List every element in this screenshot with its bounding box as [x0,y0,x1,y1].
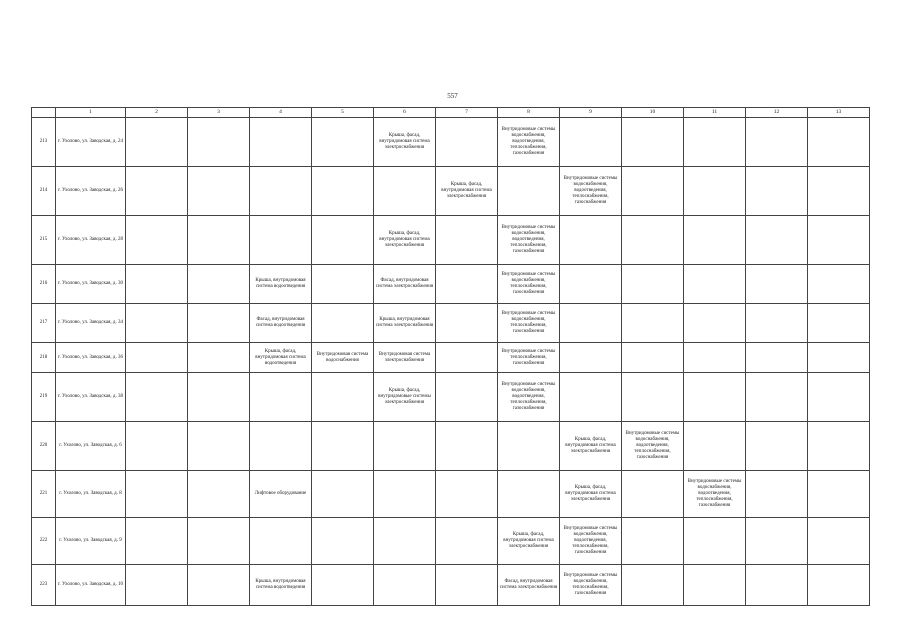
work-text: Внутридомовые системы водоснабжения, водоотведения, теплоснабжения, газоснабжения [501,382,556,411]
work-cell [746,518,808,565]
work-cell [250,343,312,373]
work-cell [250,304,312,343]
work-cell [684,167,746,216]
work-cell [684,518,746,565]
table-row [32,471,870,518]
work-cell [374,565,436,606]
work-cell [808,167,870,216]
work-text: Внутридомовые системы водоснабжения, водоотведения, теплоснабжения, газоснабжения [625,431,680,460]
work-cell [498,304,560,343]
work-cell [374,216,436,265]
column-header: 6 [374,108,436,118]
work-cell [498,422,560,471]
work-cell [746,422,808,471]
work-cell [188,373,250,422]
table-row [32,518,870,565]
work-cell [746,167,808,216]
work-cell [436,118,498,167]
address-cell [56,216,126,265]
work-cell [126,471,188,518]
table-row [32,216,870,265]
work-cell [312,518,374,565]
column-header: 7 [436,108,498,118]
work-text: Внутридомовые системы водоснабжения, водоотведения, теплоснабжения, газоснабжения [563,176,618,205]
work-text: Крыша, фасад, внутридомовая система электроснабжения [441,182,492,199]
work-cell [374,343,436,373]
work-text: Крыша, внутридомовая система электроснабжения [375,317,434,328]
work-cell [312,304,374,343]
work-cell [250,518,312,565]
work-cell [622,304,684,343]
work-cell [622,118,684,167]
work-cell [126,265,188,304]
work-cell [374,422,436,471]
work-cell [126,518,188,565]
work-cell [374,118,436,167]
work-cell [808,422,870,471]
work-text: Внутридомовая система электроснабжения [378,351,431,363]
column-header: 5 [312,108,374,118]
work-cell [126,373,188,422]
work-cell [560,565,622,606]
work-cell [250,471,312,518]
work-text: Внутридомовые системы водоснабжения, теплоснабжения, газоснабжения [501,311,556,334]
address-text: г. Ухолово, ул. Заводская, д. 34 [58,320,123,325]
work-cell [436,565,498,606]
work-cell [498,216,560,265]
work-cell [188,343,250,373]
work-cell [188,118,250,167]
work-text: Фасад, внутридомовая система водоотведения [255,317,306,328]
address-cell [56,422,126,471]
work-cell [684,265,746,304]
table-row [32,167,870,216]
work-cell [746,343,808,373]
work-cell [498,118,560,167]
work-cell [746,265,808,304]
address-text: г. Ухолово, ул. Заводская, д. 28 [58,237,123,242]
table-row [32,343,870,373]
work-cell [188,265,250,304]
work-cell [250,422,312,471]
row-number: 213 [32,118,56,167]
work-cell [746,373,808,422]
work-cell [312,565,374,606]
work-cell [746,118,808,167]
work-cell [684,118,746,167]
column-header: 3 [188,108,250,118]
row-number: 219 [32,373,56,422]
address-cell [56,265,126,304]
header-row [32,108,870,118]
work-cell [560,343,622,373]
work-cell [560,518,622,565]
work-cell [498,565,560,606]
work-text: Внутридомовые системы водоснабжения, теплоснабжения, газоснабжения [501,272,556,295]
address-text: г. Ухолово, ул. Заводская, д. 9 [59,538,122,543]
address-cell [56,471,126,518]
work-cell [684,565,746,606]
work-cell [560,216,622,265]
work-cell [436,216,498,265]
work-text: Крыша, фасад, внутридомовая система электроснабжения [379,133,430,150]
work-cell [374,373,436,422]
work-text: Фасад, внутридомовая система электроснабжения [499,579,558,590]
work-cell [126,565,188,606]
row-number: 217 [32,304,56,343]
work-text: Внутридомовые системы водоснабжения, водоотведения, теплоснабжения, газоснабжения [501,225,556,254]
work-cell [436,343,498,373]
table-row [32,304,870,343]
column-header: 12 [746,108,808,118]
work-cell [250,565,312,606]
table-row [32,565,870,606]
work-cell [746,304,808,343]
work-text: Фасад, внутридомовая система электроснабжения [375,278,434,289]
column-header: 13 [808,108,870,118]
column-header: 1 [56,108,126,118]
work-cell [808,118,870,167]
work-cell [126,343,188,373]
work-cell [498,471,560,518]
work-cell [312,265,374,304]
row-number: 218 [32,343,56,373]
work-cell [684,216,746,265]
table-row [32,265,870,304]
address-text: г. Ухолово, ул. Заводская, д. 26 [58,188,123,193]
work-cell [374,304,436,343]
table-row [32,422,870,471]
work-text: Внутридомовые системы теплоснабжения, газоснабжения [501,348,556,366]
address-cell [56,118,126,167]
work-cell [622,167,684,216]
schedule-table [31,107,870,606]
work-cell [188,422,250,471]
work-cell [312,343,374,373]
work-text: Внутридомовые системы водоснабжения, водоотведения, теплоснабжения, газоснабжения [563,526,618,555]
work-cell [684,343,746,373]
work-cell [684,304,746,343]
work-cell [622,343,684,373]
work-text: Крыша, фасад, внутридомовая система электроснабжения [565,485,616,502]
work-text: Внутридомовые системы водоснабжения, водоотведения, теплоснабжения, газоснабжения [687,479,742,508]
work-cell [312,167,374,216]
work-cell [250,265,312,304]
work-cell [250,373,312,422]
row-number: 220 [32,422,56,471]
work-cell [622,373,684,422]
work-cell [560,373,622,422]
work-text: Внутридомовые системы водоснабжения, водоотведения, теплоснабжения, газоснабжения [501,127,556,156]
work-cell [746,565,808,606]
address-text: г. Ухолово, ул. Заводская, д. 30 [58,281,123,286]
work-cell [622,265,684,304]
work-cell [188,565,250,606]
row-number: 214 [32,167,56,216]
address-cell [56,565,126,606]
work-cell [808,471,870,518]
work-cell [126,304,188,343]
work-cell [622,216,684,265]
work-cell [808,304,870,343]
work-cell [746,471,808,518]
work-cell [684,373,746,422]
work-cell [188,304,250,343]
work-text: Крыша, фасад, внутридомовая система водоотведения [255,348,306,366]
work-text: Крыша, фасад, внутридомовая система электроснабжения [503,532,554,549]
work-cell [498,265,560,304]
work-cell [622,518,684,565]
address-cell [56,343,126,373]
work-cell [374,471,436,518]
address-text: г. Ухолово, ул. Заводская, д. 6 [59,443,122,448]
column-header: 2 [126,108,188,118]
work-text: Крыша, фасад, внутридомовые системы электроснабжения [378,388,431,405]
work-cell [498,373,560,422]
work-cell [250,118,312,167]
work-cell [560,471,622,518]
work-cell [312,118,374,167]
work-cell [436,471,498,518]
address-cell [56,373,126,422]
address-cell [56,304,126,343]
work-cell [374,167,436,216]
work-cell [808,373,870,422]
table-row [32,118,870,167]
work-cell [126,216,188,265]
work-cell [126,422,188,471]
row-number: 215 [32,216,56,265]
work-text: Внутридомовые системы водоснабжения, теплоснабжения, газоснабжения [563,573,618,596]
address-text: г. Ухолово, ул. Заводская, д. 10 [58,582,123,587]
work-cell [560,167,622,216]
work-cell [808,265,870,304]
work-text: Крыша, фасад, внутридомовая система электроснабжения [379,231,430,248]
row-number: 222 [32,518,56,565]
work-text: Крыша, внутридомовая система водоотведения [255,579,306,590]
work-cell [808,518,870,565]
work-cell [498,167,560,216]
address-text: г. Ухолово, ул. Заводская, д. 36 [58,354,123,360]
work-cell [808,565,870,606]
work-text: Внутридомовая система водоснабжения [316,351,369,363]
work-cell [188,167,250,216]
work-cell [374,518,436,565]
work-cell [126,167,188,216]
address-text: г. Ухолово, ул. Заводская, д. 38 [58,394,123,399]
row-number: 216 [32,265,56,304]
column-header: 11 [684,108,746,118]
work-cell [622,565,684,606]
column-header: 8 [498,108,560,118]
work-cell [684,422,746,471]
work-cell [560,422,622,471]
work-cell [436,518,498,565]
work-cell [312,471,374,518]
work-cell [560,304,622,343]
header-cell [32,108,56,118]
work-cell [188,471,250,518]
work-cell [312,373,374,422]
column-header: 9 [560,108,622,118]
row-number: 221 [32,471,56,518]
row-number: 223 [32,565,56,606]
work-cell [746,216,808,265]
column-header: 4 [250,108,312,118]
work-cell [560,118,622,167]
work-text: Лифтовое оборудование [254,491,307,496]
work-cell [684,471,746,518]
work-cell [250,167,312,216]
work-cell [312,216,374,265]
address-text: г. Ухолово, ул. Заводская, д. 24 [58,139,123,144]
work-cell [808,216,870,265]
work-cell [560,265,622,304]
work-cell [808,343,870,373]
work-cell [622,471,684,518]
work-cell [126,118,188,167]
work-cell [498,343,560,373]
work-cell [188,216,250,265]
work-cell [436,422,498,471]
work-text: Крыша, внутридомовая система водоотведения [255,278,306,289]
work-cell [622,422,684,471]
page-number: 557 [447,92,458,100]
column-header: 10 [622,108,684,118]
work-cell [312,422,374,471]
address-cell [56,167,126,216]
work-cell [436,304,498,343]
work-cell [436,373,498,422]
address-cell [56,518,126,565]
table-row [32,373,870,422]
work-cell [436,265,498,304]
work-cell [374,265,436,304]
address-text: г. Ухолово, ул. Заводская, д. 8 [59,491,122,496]
work-cell [498,518,560,565]
work-cell [250,216,312,265]
work-cell [188,518,250,565]
work-cell [436,167,498,216]
work-text: Крыша, фасад, внутридомовая система электроснабжения [565,437,616,454]
